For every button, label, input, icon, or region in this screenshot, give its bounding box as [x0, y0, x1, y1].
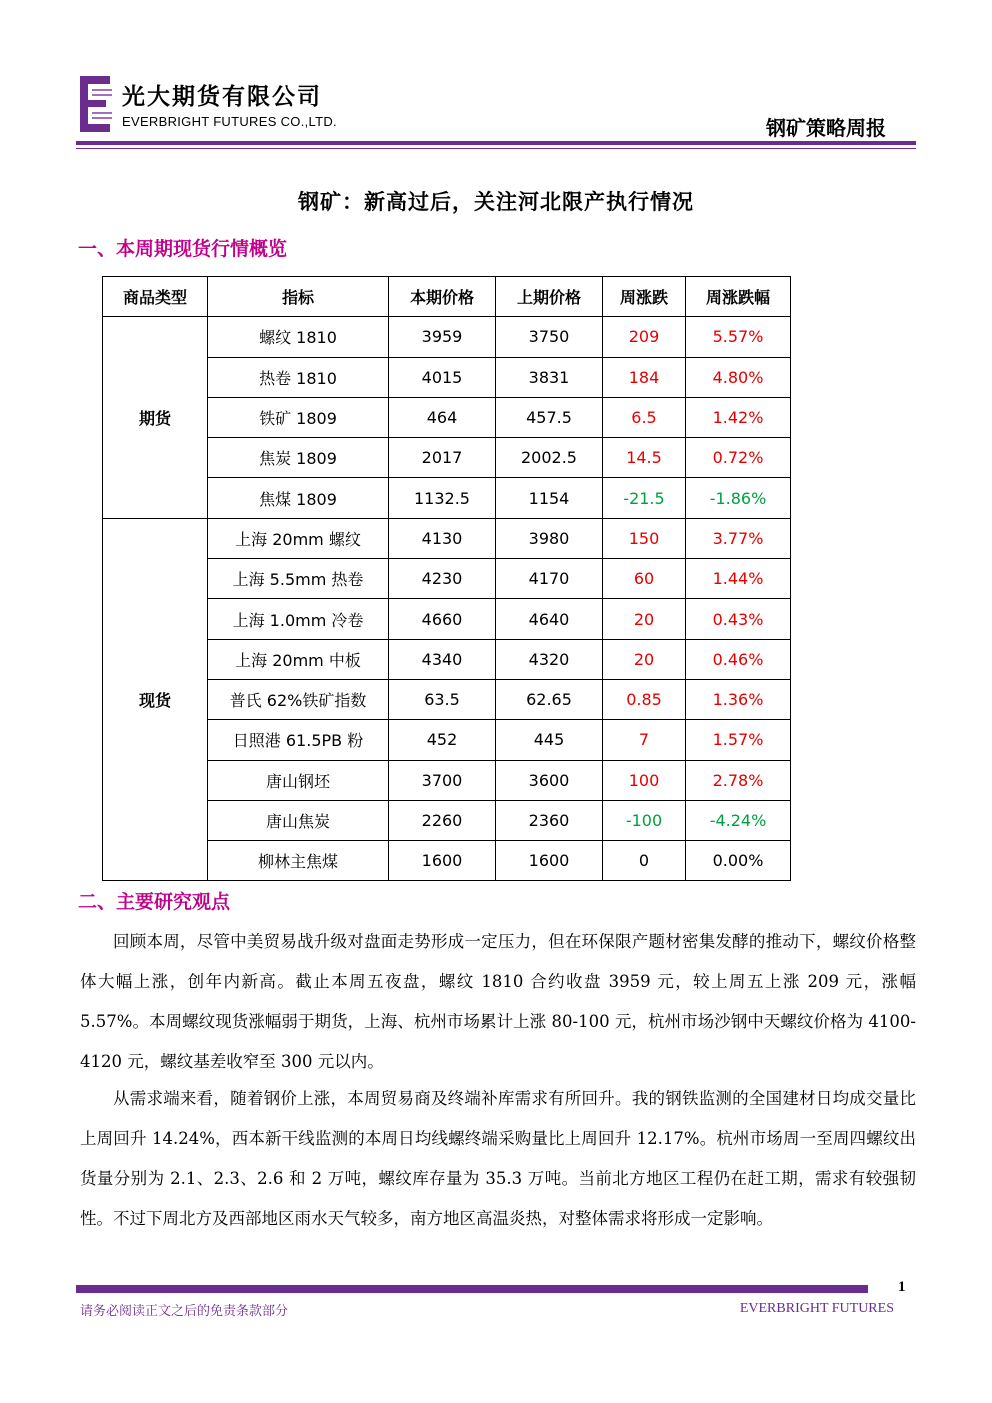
weekly-change-cell: 209	[603, 317, 686, 357]
previous-price-cell: 3600	[496, 760, 603, 800]
table-row	[103, 518, 791, 558]
previous-price-cell: 457.5	[496, 397, 603, 437]
current-price-cell: 4230	[389, 559, 496, 599]
previous-price-cell: 4320	[496, 639, 603, 679]
indicator-cell: 铁矿 1809	[208, 397, 389, 437]
current-price-cell: 1600	[389, 841, 496, 881]
table-row	[103, 317, 791, 357]
price-table	[102, 276, 791, 881]
body-paragraph: 从需求端来看，随着钢价上涨，本周贸易商及终端补库需求有所回升。我的钢铁监测的全国建材日均成交量比上周回升 14.24%，西本新干线监测的本周日均线螺终端采购量比上周回升 12.17%。杭州市场周一至周四螺纹出货量分别为 2.1、2.3、2.6 和 2 万吨，螺纹库存量为 35.3 万吨。当前北方地区工程仍在赶工期，需求有较强韧性。不过下周北方及西部地区雨水天气较多，南方地区高温炎热，对整体需求将形成一定影响。	[80, 1089, 916, 1228]
weekly-change-cell: 0.85	[603, 679, 686, 719]
column-header: 指标	[208, 277, 389, 317]
page-number: 1	[898, 1279, 906, 1295]
current-price-cell: 2017	[389, 438, 496, 478]
weekly-change-cell: -21.5	[603, 478, 686, 518]
weekly-change-pct-cell: 1.42%	[686, 397, 791, 437]
company-name-cn: 光大期货有限公司	[122, 83, 322, 110]
report-type: 钢矿策略周报	[766, 116, 886, 140]
category-cell: 期货	[103, 317, 208, 518]
column-header: 周涨跌幅	[686, 277, 791, 317]
current-price-cell: 452	[389, 720, 496, 760]
previous-price-cell: 2002.5	[496, 438, 603, 478]
body-paragraph: 回顾本周，尽管中美贸易战升级对盘面走势形成一定压力，但在环保限产题材密集发酵的推动下，螺纹价格整体大幅上涨，创年内新高。截止本周五夜盘，螺纹 1810 合约收盘 3959 元，较上周五上涨 209 元，涨幅 5.57%。本周螺纹现货涨幅弱于期货，上海、杭州市场累计上涨 80-100 元，杭州市场沙钢中天螺纹价格为 4100-4120 元，螺纹基差收窄至 300 元以内。	[80, 932, 916, 1071]
previous-price-cell: 3980	[496, 518, 603, 558]
indicator-cell: 日照港 61.5PB 粉	[208, 720, 389, 760]
current-price-cell: 4015	[389, 357, 496, 397]
company-logo-icon	[80, 76, 114, 132]
indicator-cell: 焦煤 1809	[208, 478, 389, 518]
header-divider	[76, 141, 916, 145]
column-header: 商品类型	[103, 277, 208, 317]
current-price-cell: 3700	[389, 760, 496, 800]
indicator-cell: 焦炭 1809	[208, 438, 389, 478]
previous-price-cell: 4640	[496, 599, 603, 639]
weekly-change-pct-cell: 1.44%	[686, 559, 791, 599]
weekly-change-cell: 14.5	[603, 438, 686, 478]
current-price-cell: 4130	[389, 518, 496, 558]
indicator-cell: 柳林主焦煤	[208, 841, 389, 881]
weekly-change-pct-cell: -1.86%	[686, 478, 791, 518]
indicator-cell: 唐山钢坯	[208, 760, 389, 800]
indicator-cell: 唐山焦炭	[208, 800, 389, 840]
current-price-cell: 3959	[389, 317, 496, 357]
column-header: 本期价格	[389, 277, 496, 317]
weekly-change-pct-cell: 1.36%	[686, 679, 791, 719]
table-body	[103, 317, 791, 881]
column-header: 上期价格	[496, 277, 603, 317]
table-header-row	[103, 277, 791, 317]
previous-price-cell: 1154	[496, 478, 603, 518]
weekly-change-pct-cell: 3.77%	[686, 518, 791, 558]
indicator-cell: 螺纹 1810	[208, 317, 389, 357]
category-cell: 现货	[103, 518, 208, 881]
report-title: 钢矿：新高过后，关注河北限产执行情况	[298, 189, 694, 214]
weekly-change-pct-cell: 4.80%	[686, 357, 791, 397]
weekly-change-cell: -100	[603, 800, 686, 840]
previous-price-cell: 3831	[496, 357, 603, 397]
weekly-change-pct-cell: 5.57%	[686, 317, 791, 357]
weekly-change-cell: 100	[603, 760, 686, 800]
indicator-cell: 普氏 62%铁矿指数	[208, 679, 389, 719]
header-divider-thin	[76, 148, 916, 149]
weekly-change-cell: 20	[603, 639, 686, 679]
weekly-change-pct-cell: 2.78%	[686, 760, 791, 800]
weekly-change-cell: 6.5	[603, 397, 686, 437]
previous-price-cell: 2360	[496, 800, 603, 840]
previous-price-cell: 1600	[496, 841, 603, 881]
indicator-cell: 热卷 1810	[208, 357, 389, 397]
indicator-cell: 上海 1.0mm 冷卷	[208, 599, 389, 639]
weekly-change-pct-cell: -4.24%	[686, 800, 791, 840]
indicator-cell: 上海 20mm 螺纹	[208, 518, 389, 558]
current-price-cell: 63.5	[389, 679, 496, 719]
current-price-cell: 1132.5	[389, 478, 496, 518]
weekly-change-cell: 20	[603, 599, 686, 639]
weekly-change-cell: 60	[603, 559, 686, 599]
weekly-change-cell: 150	[603, 518, 686, 558]
weekly-change-cell: 0	[603, 841, 686, 881]
current-price-cell: 464	[389, 397, 496, 437]
previous-price-cell: 62.65	[496, 679, 603, 719]
footer-brand: EVERBRIGHT FUTURES	[739, 1301, 894, 1316]
company-name-en: EVERBRIGHT FUTURES CO.,LTD.	[122, 114, 337, 129]
current-price-cell: 4340	[389, 639, 496, 679]
section-heading-overview: 一、本周期现货行情概览	[78, 238, 288, 260]
indicator-cell: 上海 20mm 中板	[208, 639, 389, 679]
footer-divider	[76, 1285, 868, 1293]
current-price-cell: 4660	[389, 599, 496, 639]
weekly-change-pct-cell: 0.43%	[686, 599, 791, 639]
previous-price-cell: 4170	[496, 559, 603, 599]
weekly-change-cell: 184	[603, 357, 686, 397]
indicator-cell: 上海 5.5mm 热卷	[208, 559, 389, 599]
weekly-change-cell: 7	[603, 720, 686, 760]
previous-price-cell: 445	[496, 720, 603, 760]
weekly-change-pct-cell: 1.57%	[686, 720, 791, 760]
current-price-cell: 2260	[389, 800, 496, 840]
weekly-change-pct-cell: 0.46%	[686, 639, 791, 679]
weekly-change-pct-cell: 0.00%	[686, 841, 791, 881]
column-header: 周涨跌	[603, 277, 686, 317]
footer-disclaimer: 请务必阅读正文之后的免责条款部分	[80, 1304, 289, 1319]
weekly-change-pct-cell: 0.72%	[686, 438, 791, 478]
previous-price-cell: 3750	[496, 317, 603, 357]
section-heading-views: 二、主要研究观点	[78, 891, 231, 913]
